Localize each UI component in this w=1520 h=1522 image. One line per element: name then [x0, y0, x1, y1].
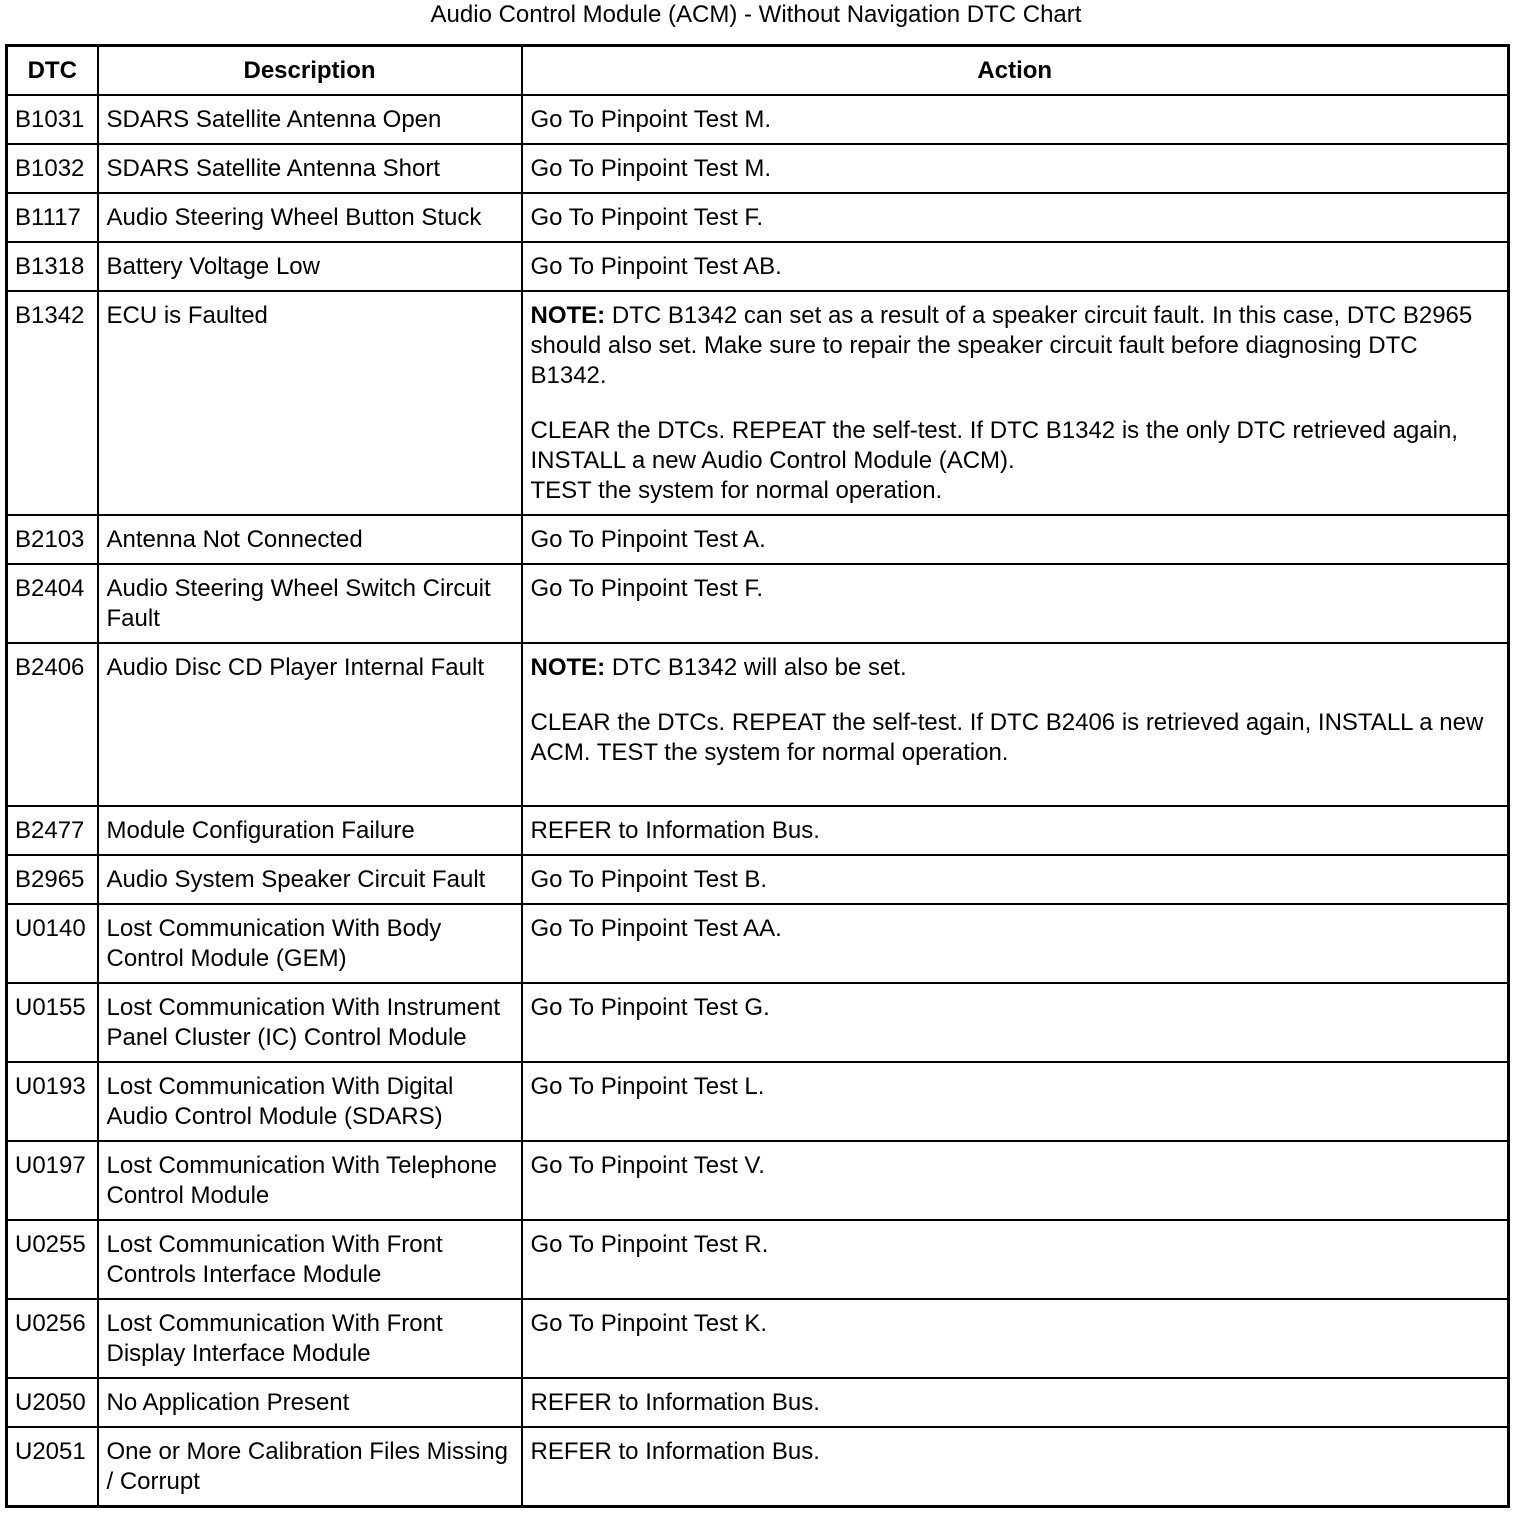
table-row [7, 515, 1509, 564]
dtc-description: Antenna Not Connected [98, 515, 522, 564]
dtc-description: Lost Communication With Instrument Panel Cluster (IC) Control Module [98, 983, 522, 1062]
dtc-description: One or More Calibration Files Missing / Corrupt [98, 1427, 522, 1507]
note-text: DTC B1342 will also be set. [605, 654, 907, 681]
dtc-code: B1117 [7, 193, 98, 242]
dtc-code: U2051 [7, 1427, 98, 1507]
dtc-code: B2103 [7, 515, 98, 564]
dtc-description: Lost Communication With Digital Audio Control Module (SDARS) [98, 1062, 522, 1141]
action-instructions: CLEAR the DTCs. REPEAT the self-test. If DTC B2406 is retrieved again, INSTALL a new ACM. TEST the system for normal operation. [530, 709, 1484, 766]
action-instructions [531, 416, 1500, 506]
dtc-description: Audio Disc CD Player Internal Fault [98, 643, 522, 806]
dtc-code: U0255 [7, 1220, 98, 1299]
dtc-code: U0256 [7, 1299, 98, 1378]
table-row [7, 564, 1509, 643]
table-row [7, 904, 1509, 983]
dtc-description: Audio Steering Wheel Button Stuck [98, 193, 522, 242]
table-row [7, 983, 1509, 1062]
dtc-action: Go To Pinpoint Test V. [522, 1141, 1509, 1220]
dtc-code: U0155 [7, 983, 98, 1062]
table-row [7, 1299, 1509, 1378]
dtc-code: B2965 [7, 855, 98, 904]
dtc-action [522, 643, 1509, 806]
dtc-code: B1031 [7, 95, 98, 144]
dtc-action: REFER to Information Bus. [522, 806, 1509, 855]
dtc-action: Go To Pinpoint Test F. [522, 564, 1509, 643]
dtc-description: Audio System Speaker Circuit Fault [98, 855, 522, 904]
dtc-description: ECU is Faulted [98, 291, 522, 515]
table-row [7, 1141, 1509, 1220]
table-row [7, 643, 1509, 806]
note-label: NOTE: [530, 654, 606, 681]
table-row [7, 1062, 1509, 1141]
dtc-code: B2477 [7, 806, 98, 855]
dtc-code: U0193 [7, 1062, 98, 1141]
dtc-action: Go To Pinpoint Test B. [522, 855, 1509, 904]
header-description: Description [98, 46, 522, 96]
action-line: CLEAR the DTCs. REPEAT the self-test. If DTC B1342 is the only DTC retrieved again, INSTALL a new Audio Control Module (ACM). [530, 417, 1458, 474]
dtc-description: Lost Communication With Front Display Interface Module [98, 1299, 522, 1378]
dtc-action: Go To Pinpoint Test G. [522, 983, 1509, 1062]
table-row [7, 193, 1509, 242]
page-title: Audio Control Module (ACM) - Without Navigation DTC Chart [430, 1, 1082, 28]
table-row [7, 1378, 1509, 1427]
header-action: Action [522, 46, 1509, 96]
table-row [7, 144, 1509, 193]
table-row [7, 806, 1509, 855]
dtc-action: Go To Pinpoint Test K. [522, 1299, 1509, 1378]
dtc-action: Go To Pinpoint Test L. [522, 1062, 1509, 1141]
dtc-description: Battery Voltage Low [98, 242, 522, 291]
dtc-action: Go To Pinpoint Test AB. [522, 242, 1509, 291]
dtc-action: Go To Pinpoint Test M. [522, 144, 1509, 193]
table-row [7, 291, 1509, 515]
dtc-action: REFER to Information Bus. [522, 1378, 1509, 1427]
dtc-action: Go To Pinpoint Test R. [522, 1220, 1509, 1299]
dtc-description: Lost Communication With Telephone Control Module [98, 1141, 522, 1220]
table-row [7, 95, 1509, 144]
dtc-action: Go To Pinpoint Test AA. [522, 904, 1509, 983]
table-row [7, 242, 1509, 291]
dtc-code: B2406 [7, 643, 98, 806]
dtc-description: SDARS Satellite Antenna Short [98, 144, 522, 193]
dtc-code: U0197 [7, 1141, 98, 1220]
table-row [7, 855, 1509, 904]
dtc-action: Go To Pinpoint Test A. [522, 515, 1509, 564]
dtc-action: Go To Pinpoint Test F. [522, 193, 1509, 242]
table-header-row [7, 46, 1509, 96]
action-note [531, 301, 1500, 391]
dtc-description: Lost Communication With Front Controls Interface Module [98, 1220, 522, 1299]
dtc-description: Audio Steering Wheel Switch Circuit Fault [98, 564, 522, 643]
header-dtc: DTC [7, 46, 98, 96]
dtc-action: REFER to Information Bus. [522, 1427, 1509, 1507]
dtc-code: B1032 [7, 144, 98, 193]
dtc-code: U0140 [7, 904, 98, 983]
dtc-description: No Application Present [98, 1378, 522, 1427]
table-row [7, 1427, 1509, 1507]
dtc-code: B2404 [7, 564, 98, 643]
dtc-table [5, 44, 1510, 1508]
note-text: DTC B1342 can set as a result of a speaker circuit fault. In this case, DTC B2965 should also set. Make sure to repair the speaker circuit fault before diagnosing DTC B1342. [530, 302, 1473, 389]
dtc-description: SDARS Satellite Antenna Open [98, 95, 522, 144]
dtc-action: Go To Pinpoint Test M. [522, 95, 1509, 144]
dtc-code: U2050 [7, 1378, 98, 1427]
table-row [7, 1220, 1509, 1299]
note-label: NOTE: [530, 302, 606, 329]
dtc-description: Lost Communication With Body Control Module (GEM) [98, 904, 522, 983]
dtc-code: B1318 [7, 242, 98, 291]
action-line: TEST the system for normal operation. [530, 477, 943, 504]
dtc-description: Module Configuration Failure [98, 806, 522, 855]
action-note [531, 653, 1500, 683]
dtc-action [522, 291, 1509, 515]
dtc-code: B1342 [7, 291, 98, 515]
